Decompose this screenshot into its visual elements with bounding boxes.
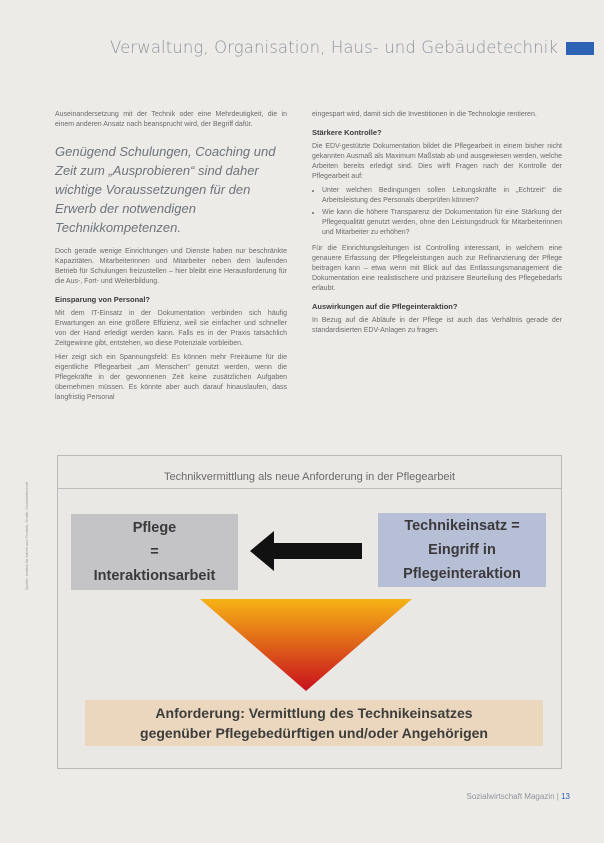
diagram-title-divider — [58, 488, 561, 489]
diagram-title: Technikvermittlung als neue Anforderung in der Pflegearbeit — [163, 471, 456, 483]
footer-separator: | — [556, 792, 562, 801]
left-paragraph-2: Doch gerade wenige Einrichtungen und Dienste haben nur beschränkte Kapazitäten. Mitarbeiterinnen und Mitarbeiter neben dem laufenden Betrieb für Schulungen freizustellen – hier bleibt eine Herausforderung für die Aus-, Fort- und Weiterbildung. — [55, 248, 287, 285]
gradient-funnel-triangle — [200, 599, 412, 691]
list-item: • Unter welchen Bedingungen sollen Leitungskräfte in „Echtzeit“ die Arbeitsleistung des Personals überprüfen können? — [322, 186, 562, 206]
image-credit: Quelle: Institut für Arbeit und Technik, Grafik: Sozialwirtschaft — [24, 482, 29, 590]
technikeinsatz-box-line-1: Technikeinsatz = — [404, 518, 520, 534]
left-paragraph-3: Mit dem IT-Einsatz in der Dokumentation verbinden sich häufig Erwartungen an eine größere Effizienz, weil sie einfacher und schneller von der Hand erledigt werden kann. Falls es in der Praxis tatsächlich Zeitgewinne gibt, entstehen, wo diese Potenziale vorbleiben. — [55, 310, 287, 347]
right-heading-1: Stärkere Kontrolle? — [312, 128, 382, 137]
pflege-box-line-1: Pflege — [132, 520, 177, 536]
header-accent-bar — [566, 42, 594, 55]
left-paragraph-1: Auseinandersetzung mit der Technik oder eine Mehrdeutigkeit, die in einem anderen Ansatz nach beansprucht wird, der Begriff dafür. — [55, 111, 287, 128]
page-header-title: Verwaltung, Organisation, Haus- und Gebäudetechnik — [109, 38, 558, 57]
right-paragraph-2: Die EDV-gestützte Dokumentation bildet die Pflegearbeit in einem bisher nicht gekannten Ausmaß als Maximum Maßstab ab und ausgewiesen werden, welche Arbeiten bereits erledigt sind. Dies wirft Fragen nach der Kontrolle der Pflegearbeit auf: — [312, 143, 562, 180]
technikeinsatz-box — [378, 513, 546, 587]
left-arrow-icon — [250, 531, 368, 571]
left-paragraph-4: Hier zeigt sich ein Spannungsfeld: Es können mehr Freiräume für die eigentliche Pflegearbeit „am Menschen“ genutzt werden, wenn die Pflegekräfte in der gewonnenen Zeit keine zusätzlichen Aufgaben übernehmen müssen. Es könnte aber auch darauf hinauslaufen, dass langfristig Personal — [55, 354, 287, 401]
left-heading-1: Einsparung von Personal? — [55, 295, 151, 304]
list-item: • Wie kann die höhere Transparenz der Dokumentation für eine Stärkung der Pflegequalität genutzt werden, ohne den Leistungsdruck für Mitarbeiterinnen und Mitarbeiter zu erhöhen? — [322, 208, 562, 238]
right-paragraph-3: Für die Einrichtungsleitungen ist Controlling interessant, in welchem eine genauere Erfassung der Pflegeleistungen auch zur Refinanzierung der Pflege beitragen kann – etwa wenn mit Blick auf das Entlassungsmanagement die Dokumentation eine realistischere und präzisere Beurteilung des Pflegebedarfs erlaubt. — [312, 245, 562, 292]
pflege-box-line-2: = — [150, 544, 159, 560]
pflege-box-line-3: Interaktionsarbeit — [93, 568, 216, 584]
left-column — [55, 110, 287, 407]
diagram — [57, 455, 562, 769]
anforderung-box — [85, 700, 543, 746]
pull-quote: Genügend Schulungen, Coaching und Zeit zum „Ausprobieren“ sind daher wichtige Voraussetzungen für den Erwerb der notwendigen Technikkompetenzen. — [55, 144, 276, 235]
anforderung-line-2: gegenüber Pflegebedürftigen und/oder Angehörigen — [140, 725, 488, 741]
right-heading-2: Auswirkungen auf die Pflegeinteraktion? — [312, 302, 458, 311]
control-question-list — [312, 186, 562, 238]
page-footer — [467, 792, 571, 801]
pflege-box — [71, 514, 238, 590]
footer-page-number: 13 — [561, 792, 570, 801]
right-paragraph-1: eingespart wird, damit sich die Investitionen in die Technologie rentieren. — [312, 111, 537, 118]
footer-magazine: Sozialwirtschaft Magazin — [466, 792, 555, 801]
right-column — [312, 110, 562, 340]
technikeinsatz-box-line-3: Pflegeinteraktion — [403, 566, 521, 582]
technikeinsatz-box-line-2: Eingriff in — [428, 542, 496, 558]
anforderung-line-1: Anforderung: Vermittlung des Technikeinsatzes — [155, 705, 473, 721]
right-paragraph-4: In Bezug auf die Abläufe in der Pflege ist auch das Verhältnis gerade der standardisierten EDV-Anlagen zu fragen. — [312, 317, 562, 334]
